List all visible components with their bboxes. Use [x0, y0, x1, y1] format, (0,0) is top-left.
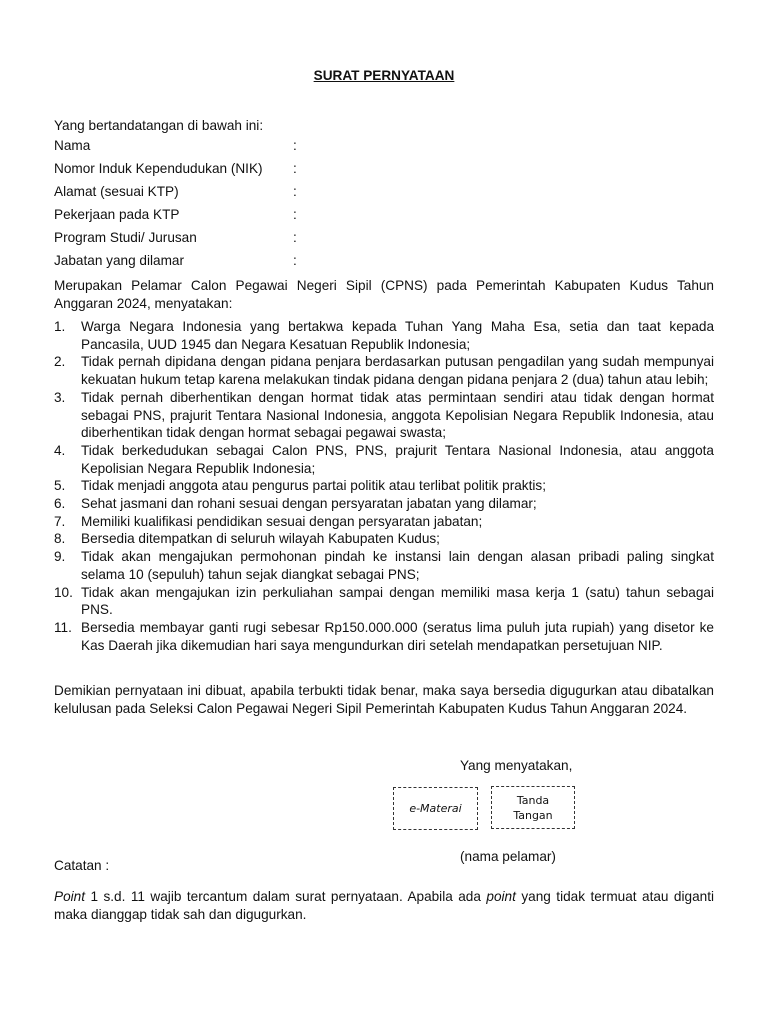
note-title: Catatan :	[54, 858, 110, 873]
field-label: Alamat (sesuai KTP)	[54, 184, 179, 199]
list-number: 3.	[54, 389, 66, 405]
identity-fields	[54, 134, 454, 272]
list-item	[54, 477, 714, 495]
list-item	[54, 318, 714, 353]
note-point-term: Point	[54, 889, 85, 904]
list-text: Bersedia membayar ganti rugi sebesar Rp150.000.000 (seratus lima puluh juta rupiah) yang disetor ke Kas Daerah jika dikemudian hari saya mengundurkan diri setelah mendapatkan persetujuan NIP.	[81, 619, 714, 653]
list-item	[54, 442, 714, 477]
signature-box	[491, 786, 575, 829]
closing-paragraph: Demikian pernyataan ini dibuat, apabila terbukti tidak benar, maka saya bersedia digugurkan atau dibatalkan kelulusan pada Seleksi Calon Pegawai Negeri Sipil Pemerintah Kabupaten Kudus Tahun Anggaran 2024.	[54, 683, 714, 716]
field-row-study-program	[54, 226, 454, 249]
list-text: Bersedia ditempatkan di seluruh wilayah Kabupaten Kudus;	[81, 531, 440, 547]
list-text: Tidak pernah dipidana dengan pidana penjara berdasarkan putusan pengadilan yang sudah mempunyai kekuatan hukum tetap karena melakukan tindak pidana dengan pidana penjara 2 (dua) tahun atau lebih;	[81, 354, 714, 388]
field-row-nik	[54, 157, 454, 180]
list-text: Tidak berkedudukan sebagai Calon PNS, PNS, prajurit Tentara Nasional Indonesia, atau anggota Kepolisian Negara Republik Indonesia;	[81, 442, 714, 476]
field-label: Pekerjaan pada KTP	[54, 207, 180, 222]
field-colon: :	[293, 253, 297, 268]
list-number: 10.	[54, 584, 73, 600]
statement-paragraph: Merupakan Pelamar Calon Pegawai Negeri Sipil (CPNS) pada Pemerintah Kabupaten Kudus Tahun Anggaran 2024, menyatakan:	[54, 278, 714, 311]
declaration-list	[54, 318, 714, 654]
field-row-occupation	[54, 203, 454, 226]
note-text-part: yang tidak termuat atau diganti maka dianggap tidak sah dan digugurkan.	[54, 889, 714, 922]
field-label: Nomor Induk Kependudukan (NIK)	[54, 161, 263, 176]
signer-label: Yang menyatakan,	[460, 758, 573, 773]
note-body	[54, 888, 714, 924]
list-item	[54, 389, 714, 442]
signature-label-line1: Tanda	[516, 793, 550, 807]
list-item	[54, 353, 714, 388]
list-text: Tidak menjadi anggota atau pengurus partai politik atau terlibat politik praktis;	[81, 478, 546, 494]
list-text: Memiliki kualifikasi pendidikan sesuai dengan persyaratan jabatan;	[81, 513, 483, 529]
list-item	[54, 513, 714, 531]
list-number: 5.	[54, 478, 66, 494]
list-text: Tidak akan mengajukan izin perkuliahan sampai dengan memiliki masa kerja 1 (satu) tahun sebagai PNS.	[81, 584, 714, 618]
field-row-position	[54, 249, 454, 272]
list-item	[54, 619, 714, 654]
field-colon: :	[293, 138, 297, 153]
list-number: 4.	[54, 442, 66, 458]
list-text: Sehat jasmani dan rohani sesuai dengan persyaratan jabatan yang dilamar;	[81, 496, 537, 512]
signer-name: (nama pelamar)	[460, 849, 556, 864]
list-number: 2.	[54, 354, 66, 370]
document-title: SURAT PERNYATAAN	[313, 68, 455, 83]
list-number: 11.	[54, 619, 72, 635]
intro-text: Yang bertandatangan di bawah ini:	[54, 118, 264, 133]
list-number: 8.	[54, 531, 66, 547]
field-colon: :	[293, 161, 297, 176]
list-number: 9.	[54, 549, 66, 565]
list-item	[54, 530, 714, 548]
list-number: 1.	[54, 319, 66, 334]
list-text: Warga Negara Indonesia yang bertakwa kepada Tuhan Yang Maha Esa, setia dan taat kepada Pancasila, UUD 1945 dan Negara Kesatuan Republik Indonesia;	[81, 319, 714, 352]
field-colon: :	[293, 184, 297, 199]
note-point-term: point	[486, 889, 516, 904]
list-number: 7.	[54, 513, 66, 529]
list-item	[54, 584, 714, 619]
list-text: Tidak akan mengajukan permohonan pindah ke instansi lain dengan alasan pribadi paling singkat selama 10 (sepuluh) tahun sejak diangkat sebagai PNS;	[81, 549, 714, 582]
list-item	[54, 495, 714, 513]
field-colon: :	[293, 207, 297, 222]
list-text: Tidak pernah diberhentikan dengan hormat tidak atas permintaan sendiri atau tidak dengan hormat sebagai PNS, prajurit Tentara Nasional Indonesia, anggota Kepolisian Negara Republik Indonesia, atau diberhentikan tidak dengan hormat sebagai pegawai swasta;	[81, 389, 714, 441]
list-number: 6.	[54, 496, 66, 512]
field-row-address	[54, 180, 454, 203]
signature-label-line2: Tangan	[513, 808, 553, 822]
list-item	[54, 548, 714, 583]
note-text-part: 1 s.d. 11 wajib tercantum dalam surat pernyataan. Apabila ada	[84, 889, 487, 904]
field-row-name	[54, 134, 454, 157]
field-label: Nama	[54, 138, 91, 153]
ematerai-box	[393, 787, 478, 830]
field-label: Jabatan yang dilamar	[54, 253, 184, 268]
field-colon: :	[293, 230, 297, 245]
field-label: Program Studi/ Jurusan	[54, 230, 197, 245]
ematerai-label: e-Materai	[409, 802, 462, 815]
